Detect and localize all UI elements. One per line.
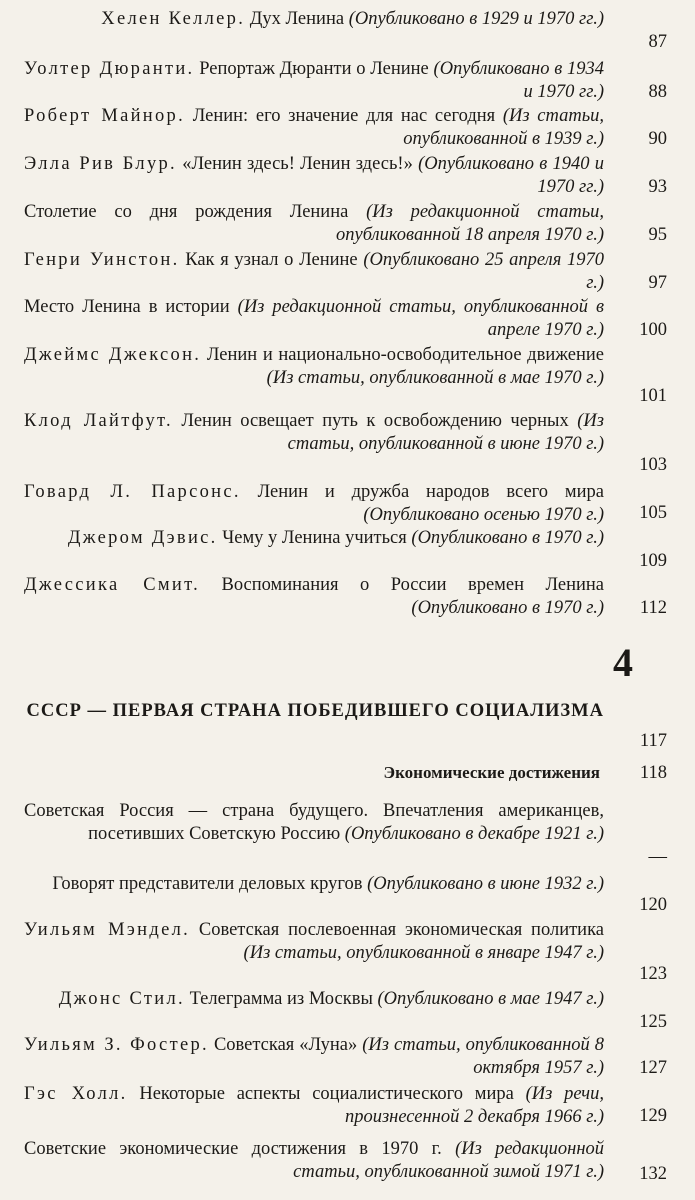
entry-note: (Из статьи, опубликованной 8 октября 1957 г.)	[362, 1035, 604, 1078]
entry-title: Некоторые аспекты социалистического мира	[127, 1084, 526, 1104]
entry-title: Ленин и национально-освободительное движение	[201, 345, 604, 365]
entry-note: (Опубликовано в 1970 г.)	[411, 528, 604, 548]
entry-author: Элла Рив Блур.	[24, 154, 177, 174]
entry-note: (Из статьи, опубликованной в январе 1947 г.)	[243, 943, 604, 963]
entry-title: Советская Россия — страна будущего. Впечатления американцев, посетивших Советскую Россию	[24, 801, 604, 844]
part-title: СССР — ПЕРВАЯ СТРАНА ПОБЕДИВШЕГО СОЦИАЛИЗМА	[26, 701, 604, 721]
subsection-title: Экономические достижения	[383, 763, 600, 782]
toc-entry	[24, 105, 604, 151]
entry-page-number: 95	[648, 225, 667, 245]
entry-title: Ленин и дружба народов всего мира	[240, 482, 604, 502]
entry-note: (Опубликовано в 1970 г.)	[411, 598, 604, 618]
entry-author: Уильям З. Фостер.	[24, 1035, 209, 1055]
entry-note: (Из редакционной статьи, опубликованной в апреле 1970 г.)	[237, 297, 605, 340]
entry-note: (Из редакционной статьи, опубликованной 18 апреля 1970 г.)	[335, 202, 604, 245]
toc-entry	[24, 574, 604, 620]
entry-author: Клод Лайтфут.	[24, 411, 173, 431]
entry-title: «Ленин здесь! Ленин здесь!»	[176, 154, 419, 174]
section-number: 4	[613, 640, 633, 685]
entry-author: Генри Уинстон.	[24, 250, 180, 270]
entry-page-number: 105	[639, 503, 667, 523]
entry-page-number: 109	[639, 551, 667, 571]
entry-author: Джонс Стил.	[58, 989, 185, 1009]
entry-page-number: 90	[648, 129, 667, 149]
entry-page-number: 93	[648, 177, 667, 197]
toc-entry	[24, 153, 604, 199]
entry-note: (Опубликовано осенью 1970 г.)	[363, 505, 604, 525]
entry-page-number: 88	[648, 82, 667, 102]
entry-author: Джеймс Джексон.	[24, 345, 202, 365]
entry-author: Уильям Мэндел.	[24, 920, 191, 940]
entry-title: Советская послевоенная экономическая политика	[190, 920, 605, 940]
entry-page-number: 127	[639, 1058, 667, 1078]
entry-page-number: 120	[639, 895, 667, 915]
entry-author: Джессика Смит.	[24, 575, 201, 595]
entry-note: (Опубликовано в декабре 1921 г.)	[344, 824, 604, 844]
subsection-page-number: 118	[639, 763, 667, 783]
toc-entry	[24, 249, 604, 295]
entry-title: Советские экономические достижения в 1970 г.	[24, 1139, 456, 1159]
toc-entry	[24, 481, 604, 527]
entry-title: Чему у Ленина учиться	[217, 528, 412, 548]
entry-note: (Опубликовано в июне 1932 г.)	[367, 874, 604, 894]
toc-entry	[24, 58, 604, 104]
entry-page-number: 101	[639, 386, 667, 406]
toc-entry	[24, 919, 604, 965]
entry-author: Гэс Холл.	[24, 1084, 128, 1104]
entry-author: Хелен Келлер.	[101, 9, 246, 29]
entry-page-number: 87	[648, 32, 667, 52]
entry-title: Говорят представители деловых кругов	[52, 874, 368, 894]
entry-title: Место Ленина в истории	[24, 297, 238, 317]
entry-title: Ленин: его значение для нас сегодня	[185, 106, 503, 126]
toc-entry	[24, 800, 604, 846]
toc-entry	[24, 344, 604, 390]
part-title-page-number: 117	[639, 731, 667, 751]
entry-note: (Опубликовано в 1940 и 1970 гг.)	[418, 154, 604, 197]
toc-entry	[24, 873, 604, 896]
toc-entry	[24, 201, 604, 247]
entry-note: (Из статьи, опубликованной в мае 1970 г.)	[266, 368, 604, 388]
entry-title: Дух Ленина	[245, 9, 349, 29]
entry-note: (Из речи, произнесенной 2 декабря 1966 г.)	[344, 1084, 605, 1127]
entry-title: Воспоминания о России времен Ленина	[200, 575, 604, 595]
entry-note: (Из статьи, опубликованной в июне 1970 г.)	[287, 411, 604, 454]
entry-note: (Опубликовано в 1934 и 1970 гг.)	[433, 59, 604, 102]
entry-title: Столетие со дня рождения Ленина	[24, 202, 367, 222]
toc-entry	[24, 296, 604, 342]
entry-title: Советская «Луна»	[208, 1035, 363, 1055]
toc-entry	[24, 1083, 604, 1129]
entry-author: Уолтер Дюранти.	[24, 59, 195, 79]
entry-page-number: 125	[639, 1012, 667, 1032]
entry-note: (Опубликовано в 1929 и 1970 гг.)	[348, 9, 604, 29]
entry-page-number: 103	[639, 455, 667, 475]
toc-entry	[24, 527, 604, 550]
entry-page-number: 123	[639, 964, 667, 984]
entry-note: (Из статьи, опубликованной в 1939 г.)	[403, 106, 604, 149]
entry-title: Ленин освещает путь к освобождению черных	[172, 411, 578, 431]
entry-author: Роберт Майнор.	[24, 106, 186, 126]
entry-author: Говард Л. Парсонс.	[24, 482, 241, 502]
entry-note: (Опубликовано 25 апреля 1970 г.)	[363, 250, 604, 293]
toc-entry	[24, 8, 604, 31]
entry-page-number: 132	[639, 1164, 667, 1184]
entry-title: Как я узнал о Ленине	[179, 250, 364, 270]
entry-note: (Из редакционной статьи, опубликованной зимой 1971 г.)	[293, 1139, 604, 1182]
entry-page-number: 97	[648, 273, 667, 293]
entry-page-number: —	[648, 847, 667, 867]
toc-entry	[24, 988, 604, 1011]
entry-page-number: 100	[639, 320, 667, 340]
entry-page-number: 112	[639, 598, 667, 618]
entry-title: Репортаж Дюранти о Ленине	[194, 59, 434, 79]
toc-entry	[24, 1138, 604, 1184]
entry-page-number: 129	[639, 1106, 667, 1126]
entry-author: Джером Дэвис.	[67, 528, 218, 548]
toc-entry	[24, 410, 604, 456]
toc-entry	[24, 1034, 604, 1080]
entry-title: Телеграмма из Москвы	[184, 989, 378, 1009]
entry-note: (Опубликовано в мае 1947 г.)	[377, 989, 604, 1009]
